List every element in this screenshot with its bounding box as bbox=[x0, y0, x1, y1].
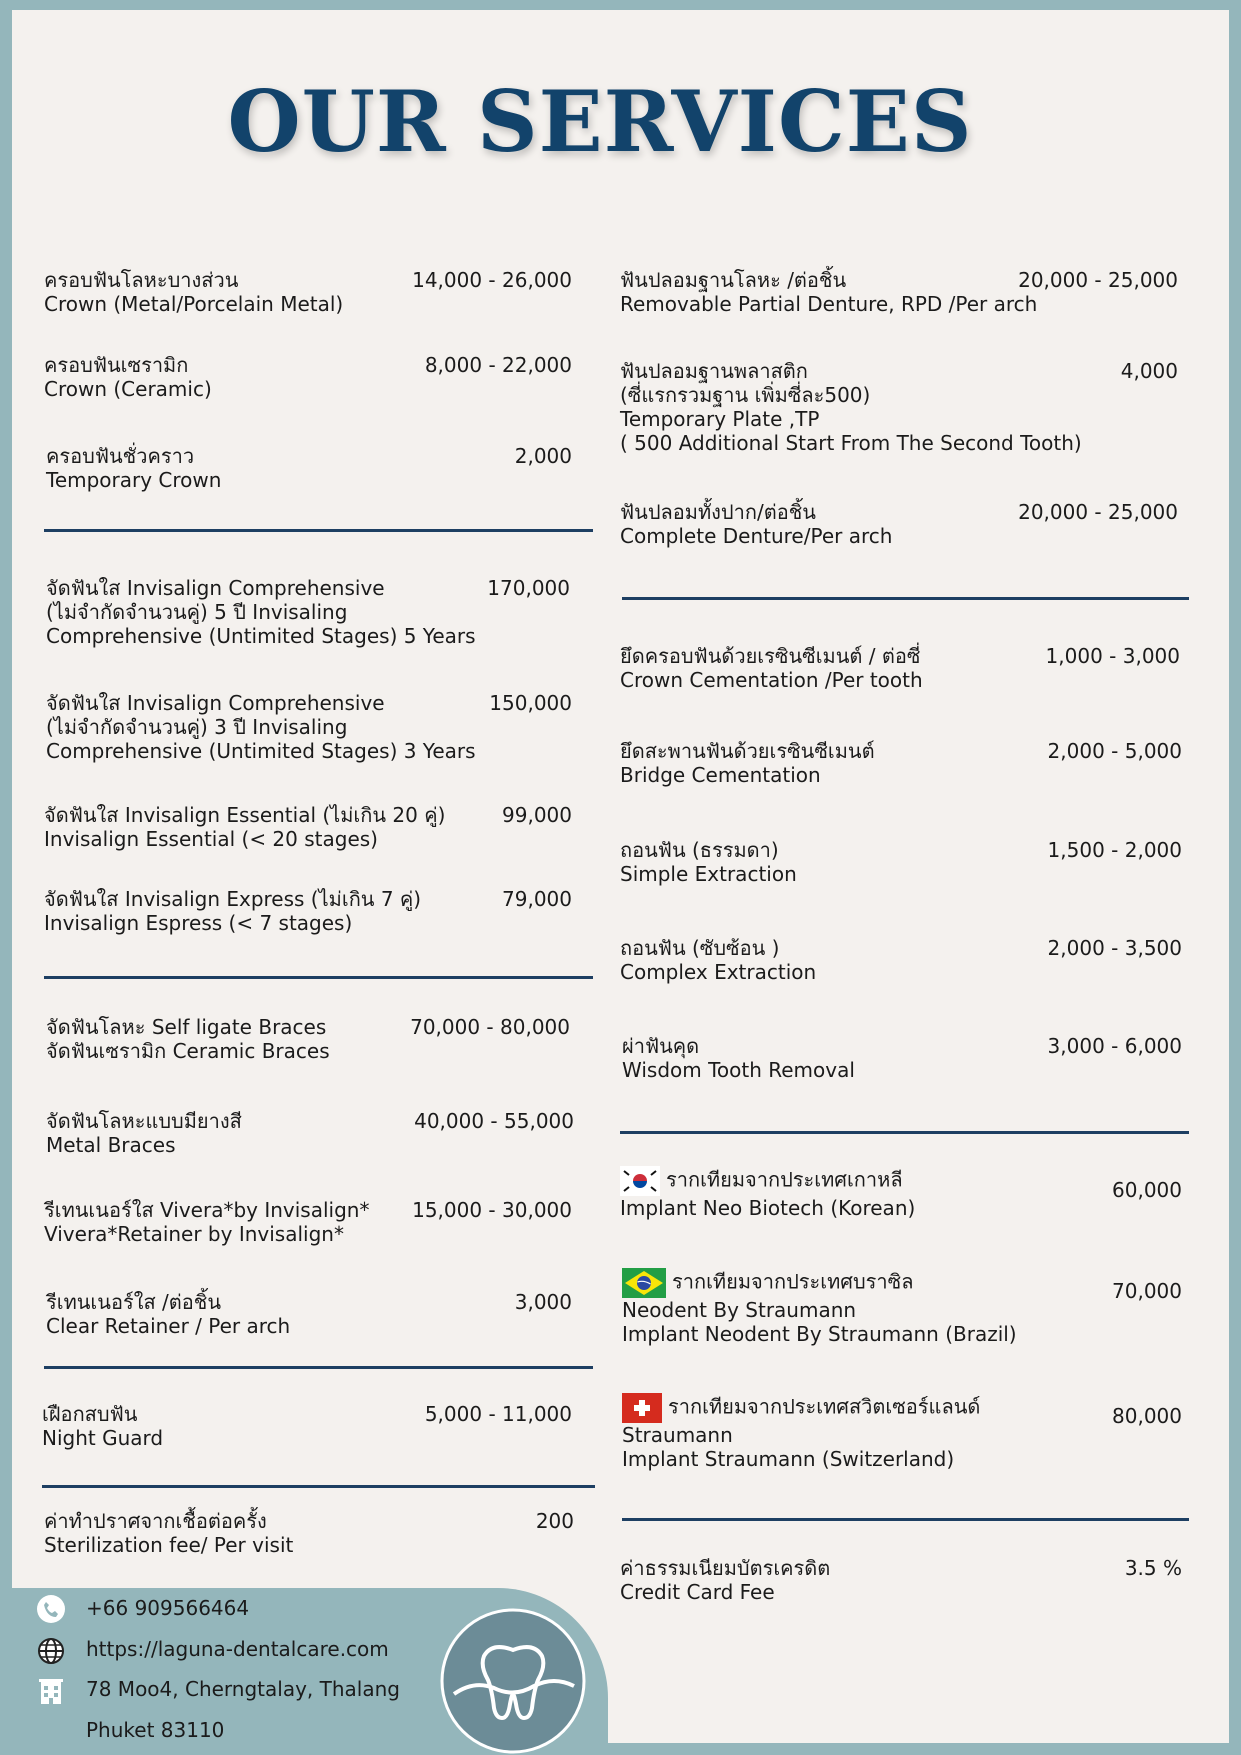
address-line-1: 78 Moo4, Cherngtalay, Thalang bbox=[86, 1677, 400, 1701]
service-name: จัดฟันใส Invisalign Comprehensive (ไม่จำกัดจำนวนคู่) 3 ปี Invisaling Comprehensive (Untimited Stages) 3 Years bbox=[46, 691, 476, 763]
service-name: ครอบฟันชั่วคราว Temporary Crown bbox=[46, 444, 222, 492]
service-price: 79,000 bbox=[502, 887, 572, 911]
service-price: 2,000 - 5,000 bbox=[1047, 739, 1182, 763]
service-price: 70,000 - 80,000 bbox=[410, 1015, 570, 1039]
section-divider bbox=[622, 597, 1189, 600]
service-price: 15,000 - 30,000 bbox=[412, 1198, 572, 1222]
service-price: 20,000 - 25,000 bbox=[1018, 500, 1178, 524]
service-price: 70,000 bbox=[1112, 1279, 1182, 1303]
globe-icon bbox=[36, 1636, 66, 1666]
service-name: เฝือกสบฟัน Night Guard bbox=[42, 1402, 164, 1450]
service-name: รีเทนเนอร์ใส Vivera*by Invisalign* Vivera*Retainer by Invisalign* bbox=[44, 1198, 370, 1246]
service-name: ถอนฟัน (ซับซ้อน ) Complex Extraction bbox=[620, 936, 817, 984]
phone-number[interactable]: +66 909566464 bbox=[86, 1596, 250, 1620]
service-name: จัดฟันใส Invisalign Comprehensive (ไม่จำกัดจำนวนคู่) 5 ปี Invisaling Comprehensive (Untimited Stages) 5 Years bbox=[46, 576, 476, 648]
service-name: รากเทียมจากประเทศเกาหลี Implant Neo Biotech (Korean) bbox=[620, 1167, 916, 1220]
service-price: 80,000 bbox=[1112, 1404, 1182, 1428]
address-line-2: Phuket 83110 bbox=[86, 1718, 225, 1742]
brazil-flag-icon bbox=[622, 1268, 666, 1298]
service-price: 99,000 bbox=[502, 803, 572, 827]
service-name: จัดฟันโลหะ Self ligate Braces จัดฟันเซรามิก Ceramic Braces bbox=[46, 1015, 330, 1063]
service-name: จัดฟันใส Invisalign Express (ไม่เกิน 7 คู่) Invisalign Espress (< 7 stages) bbox=[44, 887, 422, 935]
service-name: รากเทียมจากประเทศสวิตเซอร์แลนด์ Straumann Implant Straumann (Switzerland) bbox=[622, 1394, 981, 1471]
service-price: 5,000 - 11,000 bbox=[424, 1402, 572, 1426]
service-price: 3,000 - 6,000 bbox=[1047, 1034, 1182, 1058]
service-price: 20,000 - 25,000 bbox=[1018, 268, 1178, 292]
service-price: 200 bbox=[535, 1509, 574, 1533]
section-divider bbox=[44, 1366, 593, 1369]
service-price: 60,000 bbox=[1112, 1178, 1182, 1202]
service-name: ครอบฟันโลหะบางส่วน Crown (Metal/Porcelain Metal) bbox=[44, 268, 344, 316]
service-name: จัดฟันโลหะแบบมียางสี Metal Braces bbox=[46, 1109, 242, 1157]
service-price: 4,000 bbox=[1120, 359, 1178, 383]
service-price: 170,000 bbox=[487, 576, 570, 600]
service-price: 150,000 bbox=[489, 691, 572, 715]
page-title: OUR SERVICES bbox=[227, 72, 973, 171]
service-name: ครอบฟันเซรามิก Crown (Ceramic) bbox=[44, 353, 212, 401]
service-price: 40,000 - 55,000 bbox=[414, 1109, 574, 1133]
service-name: รีเทนเนอร์ใส /ต่อชิ้น Clear Retainer / Per arch bbox=[46, 1290, 291, 1338]
service-price: 3.5 % bbox=[1124, 1556, 1182, 1580]
service-price: 1,500 - 2,000 bbox=[1047, 838, 1182, 862]
switzerland-flag-icon bbox=[622, 1393, 662, 1423]
service-price: 1,000 - 3,000 bbox=[1045, 644, 1180, 668]
service-name: รากเทียมจากประเทศบราซิล Neodent By Straumann Implant Neodent By Straumann (Brazil) bbox=[622, 1269, 1017, 1346]
service-price: 14,000 - 26,000 bbox=[412, 268, 572, 292]
section-divider bbox=[620, 1131, 1189, 1134]
website-link[interactable]: https://laguna-dentalcare.com bbox=[86, 1637, 389, 1661]
service-price: 3,000 bbox=[514, 1290, 572, 1314]
korea-flag-icon bbox=[620, 1166, 660, 1196]
service-name: จัดฟันใส Invisalign Essential (ไม่เกิน 20 คู่) Invisalign Essential (< 20 stages) bbox=[44, 803, 446, 851]
service-name: ฟันปลอมทั้งปาก/ต่อชิ้น Complete Denture/Per arch bbox=[620, 500, 893, 548]
phone-icon bbox=[36, 1594, 66, 1624]
section-divider bbox=[44, 529, 593, 532]
service-name: ผ่าฟันคุด Wisdom Tooth Removal bbox=[622, 1034, 855, 1082]
service-name: ค่าธรรมเนียมบัตรเครดิต Credit Card Fee bbox=[620, 1556, 831, 1604]
section-divider bbox=[42, 1485, 595, 1488]
service-name: ค่าทำปราศจากเชื้อต่อครั้ง Sterilization fee/ Per visit bbox=[44, 1509, 294, 1557]
section-divider bbox=[44, 976, 593, 979]
tooth-logo bbox=[440, 1608, 586, 1754]
service-price: 2,000 bbox=[514, 444, 572, 468]
service-price: 8,000 - 22,000 bbox=[424, 353, 572, 377]
building-icon bbox=[36, 1676, 66, 1706]
service-name: ยึดครอบฟันด้วยเรซินซีเมนต์ / ต่อซี่ Crown Cementation /Per tooth bbox=[620, 644, 923, 692]
service-name: ถอนฟัน (ธรรมดา) Simple Extraction bbox=[620, 838, 797, 886]
service-name: ฟันปลอมฐานพลาสติก (ซี่แรกรวมฐาน เพิ่มซี่ละ500) Temporary Plate ,TP ( 500 Additional Start From The Second Tooth) bbox=[620, 359, 1082, 455]
service-price: 2,000 - 3,500 bbox=[1047, 936, 1182, 960]
service-name: ฟันปลอมฐานโลหะ /ต่อชิ้น Removable Partial Denture, RPD /Per arch bbox=[620, 268, 1038, 316]
service-name: ยึดสะพานฟันด้วยเรซินซีเมนต์ Bridge Cementation bbox=[620, 739, 875, 787]
section-divider bbox=[622, 1518, 1189, 1521]
